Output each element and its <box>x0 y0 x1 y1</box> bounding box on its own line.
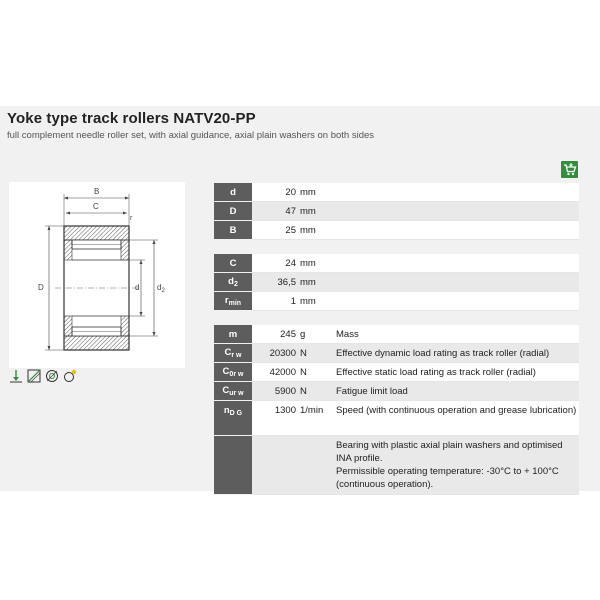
spec-row-d2 <box>214 273 579 292</box>
feature-icon-row <box>9 368 77 384</box>
label-B: B <box>94 187 100 196</box>
spec-desc <box>332 202 579 221</box>
label-C: C <box>93 202 99 211</box>
spec-value: 42000 N <box>252 363 332 382</box>
spec-desc <box>332 254 579 273</box>
spec-desc: Effective dynamic load rating as track roller (radial) <box>332 344 579 363</box>
spec-symbol: $n_{D G}$ <box>214 401 252 436</box>
spec-symbol: $C_{0r w}$ <box>214 363 252 382</box>
page-title: Yoke type track rollers NATV20-PP <box>7 110 256 127</box>
spec-value: 20300 N <box>252 344 332 363</box>
spec-row-D <box>214 202 579 221</box>
spec-value: 24 mm <box>252 254 332 273</box>
spec-row-crw <box>214 344 579 363</box>
spec-row-B <box>214 221 579 240</box>
spec-symbol: $d_2$ <box>214 273 252 292</box>
label-d: d <box>135 283 140 292</box>
spec-symbol: C <box>214 254 252 273</box>
shopping-cart-icon[interactable] <box>561 161 578 178</box>
bearing-icon[interactable] <box>27 369 41 383</box>
spec-value: 25 mm <box>252 221 332 240</box>
spec-desc: Speed (with continuous operation and grease lubrication) <box>332 401 579 436</box>
spec-desc <box>332 221 579 240</box>
spec-desc: Mass <box>332 325 579 344</box>
spec-row-d <box>214 183 579 202</box>
spec-desc: Effective static load rating as track roller (radial) <box>332 363 579 382</box>
spec-value: 36,5 mm <box>252 273 332 292</box>
mounting-icon[interactable] <box>9 369 23 383</box>
spec-row-note <box>214 436 579 495</box>
label-D: D <box>38 283 44 292</box>
spec-row-mass <box>214 325 579 344</box>
spec-row-c0rw <box>214 363 579 382</box>
spec-value: 245 g <box>252 325 332 344</box>
spec-value: 1 mm <box>252 292 332 311</box>
page-subtitle: full complement needle roller set, with axial guidance, axial plain washers on both sides <box>7 130 375 141</box>
spec-symbol: $C_{r w}$ <box>214 344 252 363</box>
spec-row-ndg <box>214 401 579 436</box>
rolling-icon[interactable] <box>63 369 77 383</box>
spec-symbol: $C_{ur w}$ <box>214 382 252 401</box>
spec-value: 5900 N <box>252 382 332 401</box>
spec-symbol: d <box>214 183 252 202</box>
lubrication-icon[interactable] <box>45 369 59 383</box>
spec-symbol: B <box>214 221 252 240</box>
spec-symbol: D <box>214 202 252 221</box>
note-line: Permissible operating temperature: -30°C to + 100°C (continuous operation). <box>336 466 559 490</box>
spec-symbol: $r_{min}$ <box>214 292 252 311</box>
spec-desc: Fatigue limit load <box>332 382 579 401</box>
spec-row-rmin <box>214 292 579 311</box>
label-r: r <box>130 215 133 222</box>
spec-value: 20 mm <box>252 183 332 202</box>
spec-row-C <box>214 254 579 273</box>
spec-desc <box>332 273 579 292</box>
label-d2: $d_2$ <box>157 283 165 294</box>
spec-value: 47 mm <box>252 202 332 221</box>
spec-note <box>332 436 579 495</box>
spec-table <box>214 183 579 495</box>
technical-drawing <box>9 182 185 368</box>
spec-symbol: m <box>214 325 252 344</box>
spec-value: 1300 1/min <box>252 401 332 436</box>
spec-desc <box>332 183 579 202</box>
spec-desc <box>332 292 579 311</box>
spec-row-curw <box>214 382 579 401</box>
note-line: Bearing with plastic axial plain washers and optimised INA profile. <box>336 440 563 464</box>
